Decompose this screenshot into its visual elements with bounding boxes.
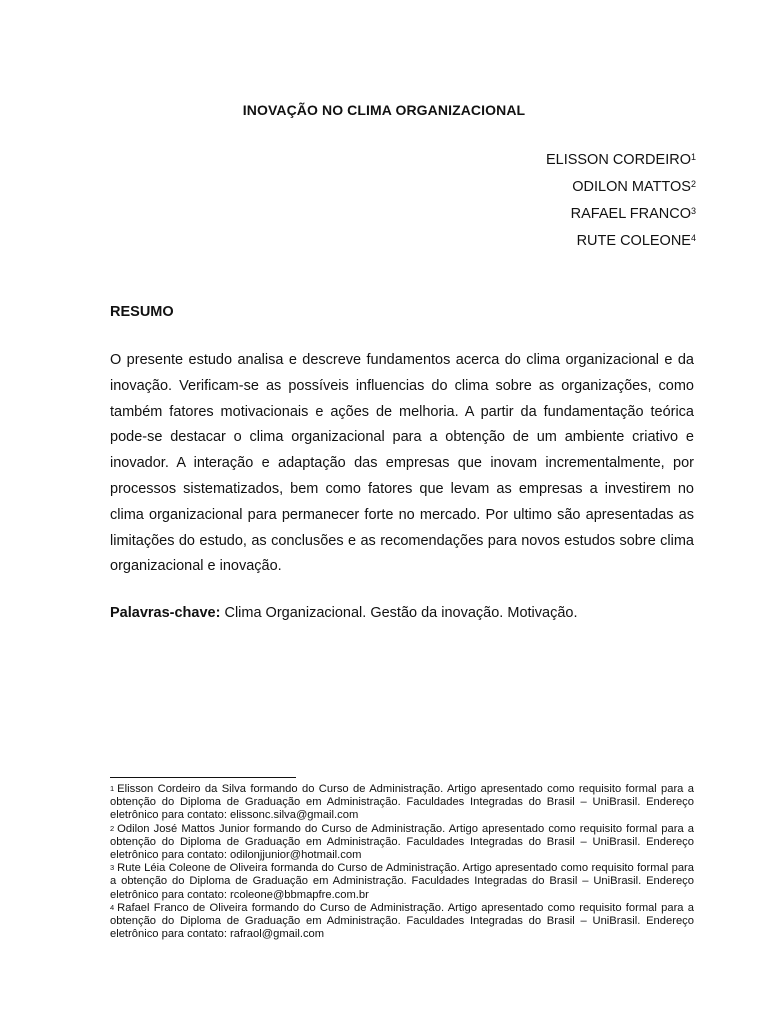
footnote-mark: 1 [110, 784, 115, 793]
author-footnote-mark: 4 [690, 233, 696, 243]
author-2 [546, 178, 696, 205]
footnote-text: Odilon José Mattos Junior formando do Curso de Administração. Artigo apresentado como requisito formal para a obtenção do Diploma de Graduação em Administração. Faculdades Integradas do Brasil – UniBrasil. Endereço eletrônico para contato: odilonjjunior@hotmail.com [110, 822, 694, 862]
author-name: RAFAEL FRANCO [570, 206, 691, 222]
author-footnote-mark: 1 [690, 152, 696, 162]
paper-title: INOVAÇÃO NO CLIMA ORGANIZACIONAL [242, 102, 526, 118]
footnote-text: Elisson Cordeiro da Silva formando do Curso de Administração. Artigo apresentado como requisito formal para a obtenção do Diploma de Graduação em Administração. Faculdades Integradas do Brasil – UniBrasil. Endereço eletrônico para contato: elissonc.silva@gmail.com [110, 783, 694, 822]
author-list [546, 151, 696, 259]
author-4 [546, 232, 696, 259]
footnotes [110, 783, 694, 941]
author-footnote-mark: 2 [690, 179, 696, 189]
keywords-label: Palavras-chave: [110, 605, 221, 621]
author-footnote-mark: 3 [690, 206, 696, 216]
author-name: RUTE COLEONE [576, 233, 691, 249]
footnote-2 [110, 823, 694, 863]
abstract-heading: RESUMO [110, 304, 174, 320]
footnote-1 [110, 783, 694, 823]
footnote-text: Rafael Franco de Oliveira formando do Curso de Administração. Artigo apresentado como requisito formal para a obtenção do Diploma de Graduação em Administração. Faculdades Integradas do Brasil – UniBrasil. Endereço eletrônico para contato: rafraol@gmail.com [110, 901, 694, 941]
footnote-text: Rute Léia Coleone de Oliveira formanda do Curso de Administração. Artigo apresentado como requisito formal para a obtenção do Diploma de Graduação em Administração. Faculdades Integradas do Brasil – UniBrasil. Endereço eletrônico para contato: rcoleone@bbmapfre.com.br [110, 862, 694, 901]
footnote-3 [110, 862, 694, 902]
footnote-mark: 3 [110, 863, 115, 873]
keywords-line [110, 605, 577, 621]
abstract-text: O presente estudo analisa e descreve fundamentos acerca do clima organizacional e da inovação. Verificam-se as possíveis influencias do clima sobre as organizações, como também fatores motivacionais e ações de melhoria. A partir da fundamentação teórica pode-se destacar o clima organizacional para a obtenção de um ambiente criativo e inovador. A interação e adaptação das empresas que inovam incrementalmente, por processos sistematizados, bem como fatores que levam as empresas a investirem no clima organizacional para permanecer forte no mercado. Por ultimo são apresentadas as limitações do estudo, as conclusões e as recomendações para novos estudos sobre clima organizacional e inovação. [110, 352, 694, 575]
footnote-mark: 4 [110, 902, 115, 912]
author-name: ELISSON CORDEIRO [545, 152, 691, 168]
author-name: ODILON MATTOS [572, 179, 691, 195]
keywords-text: Clima Organizacional. Gestão da inovação. Motivação. [220, 605, 578, 621]
footnote-divider [110, 777, 296, 778]
author-1 [546, 151, 696, 178]
author-3 [546, 205, 696, 232]
footnote-4 [110, 902, 694, 942]
footnote-mark: 2 [110, 823, 115, 833]
